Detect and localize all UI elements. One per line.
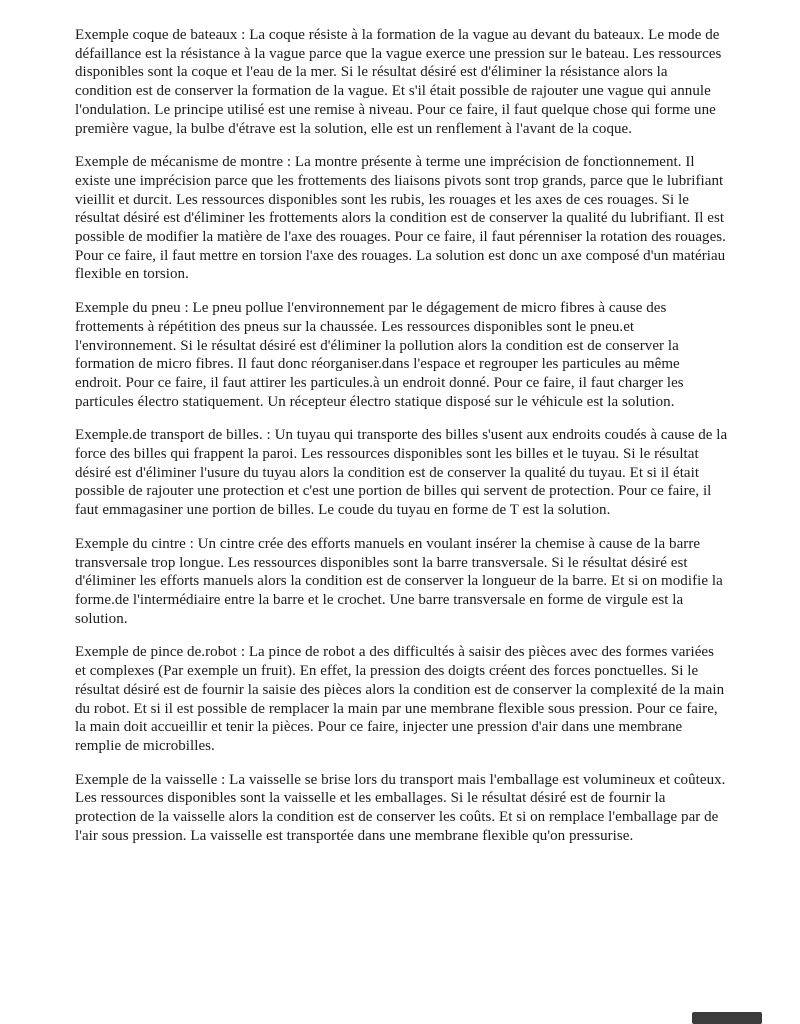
- bottom-edge-artifact: [692, 1012, 762, 1024]
- paragraph-exemple-coque-bateaux: Exemple coque de bateaux : La coque résiste à la formation de la vague au devant du bateaux. Le mode de défaillance est la résistance à la vague parce que la vague exerce une pression sur le bateau. Les ressources disponibles sont la coque et l'eau de la mer. Si le résultat désiré est d'éliminer la résistance alors la condition est de conserver la formation de la vague. Et s'il était possible de rajouter une vague qui annule l'ondulation. Le principe utilisé est une remise à niveau. Pour ce faire, il faut quelque chose qui forme une première vague, la bulbe d'étrave est la solution, elle est un renflement à l'avant de la coque.: [75, 27, 722, 137]
- paragraph-exemple-vaisselle: Exemple de la vaisselle : La vaisselle se brise lors du transport mais l'emballage est volumineux et coûteux. Les ressources disponibles sont la vaisselle et les emballages. Si le résultat désiré est de fournir la protection de la vaisselle alors la condition est de conserver les coûts. Et si on remplace l'emballage par de l'air sous pression. La vaisselle est transportée dans une membrane flexible qu'on pressurise.: [75, 771, 726, 844]
- paragraph-exemple-mecanisme-montre: Exemple de mécanisme de montre : La montre présente à terme une imprécision de fonctionnement. Il existe une imprécision parce que les frottements des liaisons pivots sont trop grands, parce que le lubrifiant vieillit et durcit. Les ressources disponibles sont les rubis, les rouages et les axes de ces rouages. Si le résultat désiré est d'éliminer les frottements alors la condition est de conserver la qualité du lubrifiant. Il est possible de modifier la matière de l'axe des rouages. Pour ce faire, il faut pérenniser la rotation des rouages. Pour ce faire, il faut mettre en torsion l'axe des rouages. La solution est donc un axe composé d'un matériau flexible en torsion.: [75, 154, 726, 283]
- paragraph-exemple-cintre: Exemple du cintre : Un cintre crée des efforts manuels en voulant insérer la chemise à cause de la barre transversale trop longue. Les ressources disponibles sont la barre transversale. Si le résultat désiré est d'éliminer les efforts manuels alors la condition est de conserver la longueur de la barre. Et si on modifie la forme.de l'intermédiaire entre la barre et le crochet. Une barre transversale en forme de virgule est la solution.: [75, 535, 723, 627]
- paragraph-exemple-transport-billes: Exemple.de transport de billes. : Un tuyau qui transporte des billes s'usent aux endroits coudés à cause de la force des billes qui frappent la paroi. Les ressources disponibles sont les billes et le tuyau. Si le résultat désiré est d'éliminer l'usure du tuyau alors la condition est de conserver la qualité du tuyau. Et si il était possible de rajouter une protection et c'est une portion de billes qui servent de protection. Pour ce faire, il faut emmagasiner une portion de billes. Le coude du tuyau en forme de T est la solution.: [75, 427, 728, 519]
- paragraph-exemple-pince-robot: Exemple de pince de.robot : La pince de robot a des difficultés à saisir des pièces avec des formes variées et complexes (Par exemple un fruit). En effet, la pression des doigts créent des forces ponctuelles. Si le résultat désiré est de fournir la saisie des pièces alors la condition est de conserver la complexité de la main du robot. Et si il est possible de remplacer la main par une membrane flexible sous pression. Pour ce faire, la main doit accueillir et tenir la pièces. Pour ce faire, injecter une pression d'air dans une membrane remplie de microbilles.: [75, 644, 725, 754]
- paragraph-exemple-pneu: Exemple du pneu : Le pneu pollue l'environnement par le dégagement de micro fibres à cause des frottements à répétition des pneus sur la chaussée. Les ressources disponibles sont le pneu.et l'environnement. Si le résultat désiré est d'éliminer la pollution alors la condition est de conserver la formation de micro fibres. Il faut donc réorganiser.dans l'espace et regrouper les particules au même endroit. Pour ce faire, il faut attirer les particules.à un endroit donné. Pour ce faire, il faut charger les particules électro statiquement. Un récepteur électro statique disposé sur le véhicule est la solution.: [75, 300, 684, 410]
